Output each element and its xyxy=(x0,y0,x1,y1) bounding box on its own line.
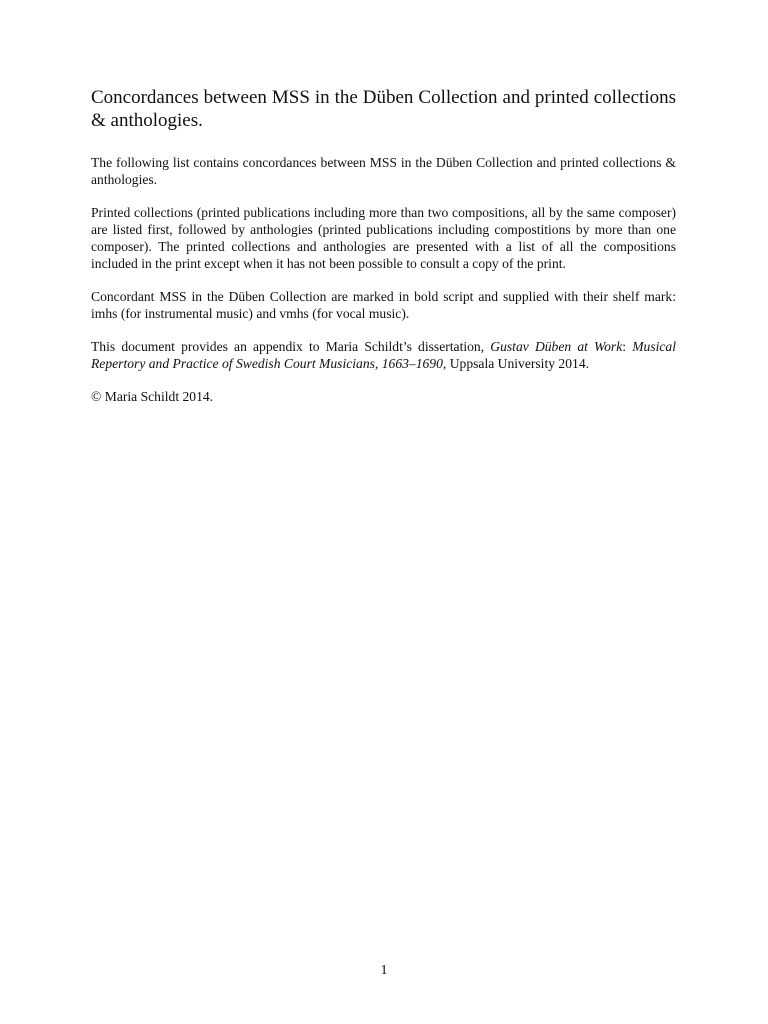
copyright-notice: © Maria Schildt 2014. xyxy=(91,389,214,404)
document-title: Concordances between MSS in the Düben Collection and printed collections & anthologies. xyxy=(91,87,676,131)
page-number: 1 xyxy=(380,963,388,978)
appendix-colon: : xyxy=(622,339,633,354)
appendix-suffix: , Uppsala University 2014. xyxy=(442,356,590,371)
dissertation-title: Gustav Düben at Work xyxy=(490,339,623,354)
concordant-paragraph: Concordant MSS in the Düben Collection are marked in bold script and supplied with their shelf mark: imhs (for instrumental music) and vmhs (for vocal music). xyxy=(91,289,676,321)
collections-paragraph: Printed collections (printed publications including more than two compositions, all by the same composer) are listed first, followed by anthologies (printed publications including compostitions by more than one composer). The printed collections and anthologies are presented with a list of all the compositions included in the print except when it has not been possible to consult a copy of the print. xyxy=(91,205,676,271)
appendix-paragraph xyxy=(91,338,676,372)
appendix-prefix: This document provides an appendix to Maria Schildt’s dissertation, xyxy=(91,339,491,354)
page-content xyxy=(91,86,676,421)
intro-paragraph: The following list contains concordances between MSS in the Düben Collection and printed collections & anthologies. xyxy=(91,155,676,187)
dissertation-subtitle: Musical Repertory and Practice of Swedish Court Musicians, 1663–1690 xyxy=(91,339,676,371)
